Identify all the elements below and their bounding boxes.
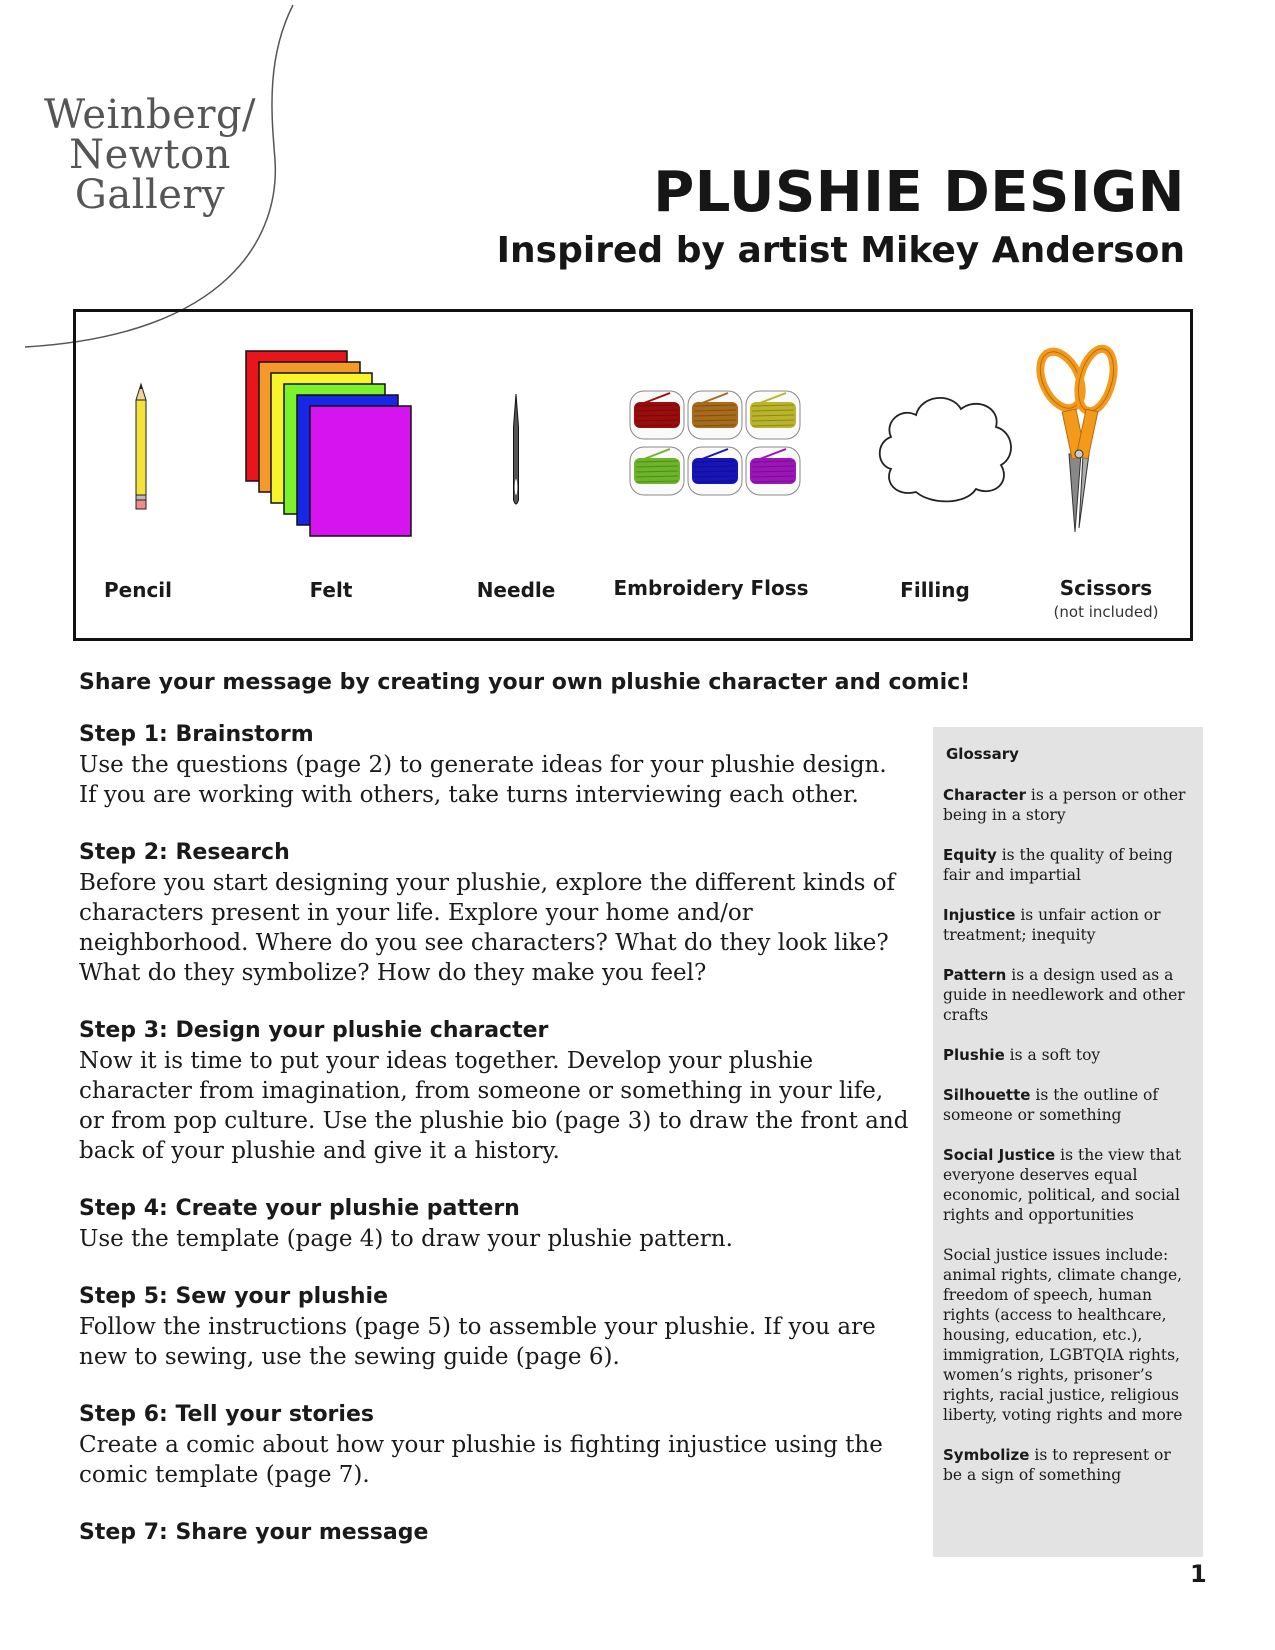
supply-name: Filling <box>900 578 970 602</box>
glossary-definition: Social justice issues include: animal rights, climate change, freedom of speech, human rights (access to healthcare, housing, education, etc.), immigration, LGBTQIA rights, women’s rights, prisoner’s rights, racial justice, religious liberty, voting rights and more <box>943 1246 1183 1424</box>
floss-skein <box>630 391 684 439</box>
glossary-entry <box>943 905 1193 945</box>
step-body: Now it is time to put your ideas together. Develop your plushie character from imagination, from someone or something in your life, or from pop culture. Use the plushie bio (page 3) to draw the front and back of your plushie and give it a history. <box>79 1048 909 1164</box>
step-body: Use the template (page 4) to draw your plushie pattern. <box>79 1226 733 1252</box>
step-title: Step 1: Brainstorm <box>79 722 314 747</box>
glossary-heading: Glossary <box>946 745 1019 763</box>
step <box>79 1282 909 1372</box>
supply-name: Felt <box>309 578 353 602</box>
glossary-note <box>943 1245 1193 1425</box>
step-body: Before you start designing your plushie, explore the different kinds of characters present in your life. Explore your home and/or neighborhood. Where do you see characters? What do they look like? What do they symbolize? How do they make you feel? <box>79 870 896 986</box>
glossary-entry <box>943 1145 1193 1225</box>
step-title: Step 3: Design your plushie character <box>79 1018 549 1043</box>
step-title: Step 4: Create your plushie pattern <box>79 1196 520 1221</box>
supply-name: Scissors <box>1059 576 1153 600</box>
step-title: Step 5: Sew your plushie <box>79 1284 388 1309</box>
page-number: 1 <box>1190 1560 1207 1588</box>
supply-name: Embroidery Floss <box>613 576 809 600</box>
pencil-icon <box>131 382 151 512</box>
glossary-term: Pattern <box>943 966 1007 984</box>
floss-skein <box>688 391 742 439</box>
supply-label-needle <box>477 578 556 602</box>
glossary-definition: is the outline of someone or something <box>943 1086 1159 1124</box>
glossary-definition: is to represent or be a sign of something <box>943 1446 1171 1484</box>
filling-cloud-icon <box>876 387 1016 507</box>
needle-icon <box>510 392 522 512</box>
supply-name: Pencil <box>103 578 173 602</box>
glossary-definition: is a soft toy <box>1004 1046 1101 1064</box>
glossary-entry <box>943 965 1193 1025</box>
glossary-definition: is the view that everyone deserves equal economic, political, and social rights and opportunities <box>943 1146 1182 1224</box>
supply-label-embroidery-floss <box>613 576 808 600</box>
glossary-entry <box>943 785 1193 825</box>
floss-skein <box>746 447 800 495</box>
step <box>79 838 909 988</box>
glossary-entry <box>943 1045 1193 1065</box>
step <box>79 1016 909 1166</box>
step <box>79 1518 909 1548</box>
glossary-term: Character <box>943 786 1026 804</box>
glossary-entry <box>943 845 1193 885</box>
step-title: Step 7: Share your message <box>79 1520 429 1545</box>
step-title: Step 2: Research <box>79 840 290 865</box>
embroidery-floss-icon <box>626 387 806 507</box>
glossary-term: Symbolize <box>943 1446 1030 1464</box>
supply-label-felt <box>310 578 353 602</box>
step-body: Follow the instructions (page 5) to assemble your plushie. If you are new to sewing, use the sewing guide (page 6). <box>79 1314 876 1370</box>
step <box>79 1400 909 1490</box>
supply-label-filling <box>900 578 970 602</box>
glossary-term: Injustice <box>943 906 1016 924</box>
step-body: Use the questions (page 2) to generate ideas for your plushie design. If you are working with others, take turns interviewing each other. <box>79 752 887 808</box>
supply-label-pencil <box>104 578 172 602</box>
page-subtitle: Inspired by artist Mikey Anderson <box>496 230 1185 271</box>
step-title: Step 6: Tell your stories <box>79 1402 374 1427</box>
floss-skein <box>746 391 800 439</box>
floss-skein <box>630 447 684 495</box>
glossary-definition: is the quality of being fair and impartial <box>943 846 1173 884</box>
page-title: PLUSHIE DESIGN <box>653 160 1185 225</box>
logo-line: Gallery <box>74 172 226 218</box>
scissors-icon <box>1031 342 1131 542</box>
logo-line: Weinberg/ <box>43 92 257 138</box>
glossary-panel <box>933 727 1203 1557</box>
glossary-term: Equity <box>943 846 997 864</box>
supplies-box <box>73 309 1193 641</box>
glossary-entry <box>943 1085 1193 1125</box>
supply-note: (not included) <box>1053 603 1159 621</box>
steps-list <box>79 720 909 1576</box>
felt-stack-icon <box>244 349 424 549</box>
supply-label-scissors <box>1054 576 1159 621</box>
gallery-logo <box>40 92 260 218</box>
page-header <box>497 160 1185 276</box>
glossary-term: Social Justice <box>943 1146 1056 1164</box>
glossary-definition: is unfair action or treatment; inequity <box>943 906 1161 944</box>
logo-line: Newton <box>69 132 231 178</box>
supply-name: Needle <box>476 578 556 602</box>
step <box>79 720 909 810</box>
glossary-term: Plushie <box>943 1046 1005 1064</box>
floss-skein <box>688 447 742 495</box>
step-body: Create a comic about how your plushie is fighting injustice using the comic template (page 7). <box>79 1432 883 1488</box>
step <box>79 1194 909 1254</box>
glossary-definition: is a design used as a guide in needlework and other crafts <box>943 966 1185 1024</box>
glossary-entry <box>943 1445 1193 1485</box>
intro-text: Share your message by creating your own plushie character and comic! <box>79 670 971 695</box>
glossary-term: Silhouette <box>943 1086 1031 1104</box>
glossary-definition: is a person or other being in a story <box>943 786 1186 824</box>
